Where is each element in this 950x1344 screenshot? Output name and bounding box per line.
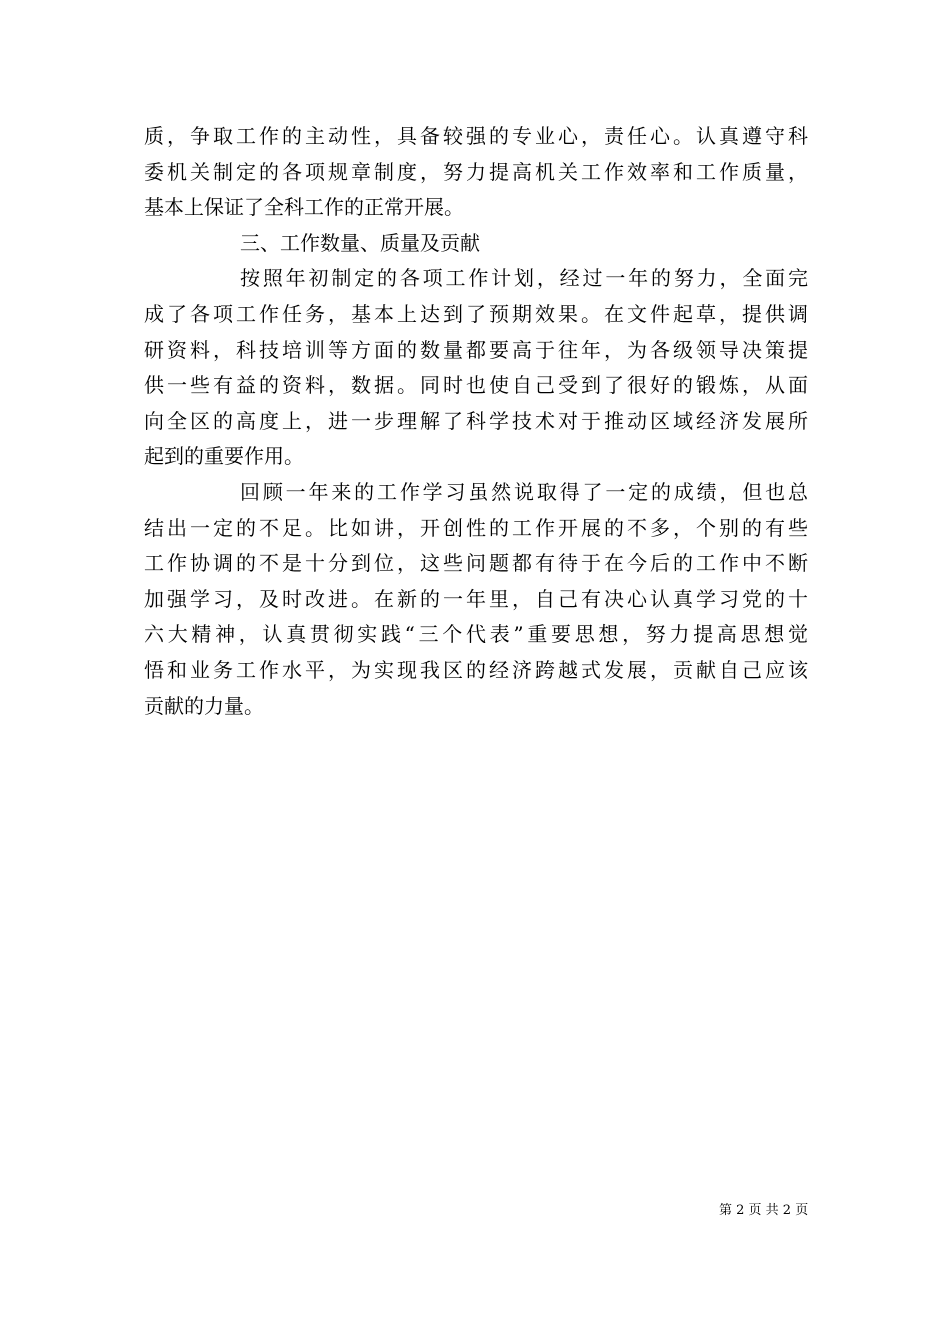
text-line: 质，争取工作的主动性，具备较强的专业心，责任心。认真遵守科 bbox=[144, 124, 808, 148]
text-line: 向全区的高度上，进一步理解了科学技术对于推动区域经济发展所 bbox=[144, 408, 808, 433]
text-line: 起到的重要作用。 bbox=[144, 444, 304, 469]
text-line: 基本上保证了全科工作的正常开展。 bbox=[144, 195, 464, 220]
paragraph-review bbox=[144, 475, 808, 724]
text-line: 按照年初制定的各项工作计划，经过一年的努力，全面完 bbox=[240, 266, 808, 291]
text-line: 回顾一年来的工作学习虽然说取得了一定的成绩，但也总 bbox=[240, 479, 808, 504]
text-line: 研资料，科技培训等方面的数量都要高于往年，为各级领导决策提 bbox=[144, 337, 808, 362]
text-line: 结出一定的不足。比如讲，开创性的工作开展的不多，个别的有些 bbox=[144, 515, 808, 540]
text-line: 委机关制定的各项规章制度，努力提高机关工作效率和工作质量， bbox=[144, 159, 808, 184]
document-body bbox=[144, 119, 808, 724]
text-line: 加强学习，及时改进。在新的一年里，自己有决心认真学习党的十 bbox=[144, 586, 808, 611]
page-number-footer: 第 2 页 共 2 页 bbox=[719, 1203, 809, 1218]
text-line: 悟和业务工作水平，为实现我区的经济跨越式发展，贡献自己应该 bbox=[144, 657, 808, 682]
section-heading-text: 三、工作数量、质量及贡献 bbox=[240, 230, 480, 255]
text-line: 贡献的力量。 bbox=[144, 693, 264, 718]
text-line: 成了各项工作任务，基本上达到了预期效果。在文件起草，提供调 bbox=[144, 301, 808, 326]
text-line: 供一些有益的资料，数据。同时也使自己受到了很好的锻炼，从面 bbox=[144, 373, 808, 398]
text-line: 工作协调的不是十分到位，这些问题都有待于在今后的工作中不断 bbox=[144, 551, 808, 576]
section-heading bbox=[144, 226, 808, 262]
paragraph-continuation bbox=[144, 119, 808, 226]
paragraph-quantity bbox=[144, 261, 808, 475]
text-line: 六大精神，认真贯彻实践“三个代表”重要思想，努力提高思想觉 bbox=[144, 622, 808, 647]
